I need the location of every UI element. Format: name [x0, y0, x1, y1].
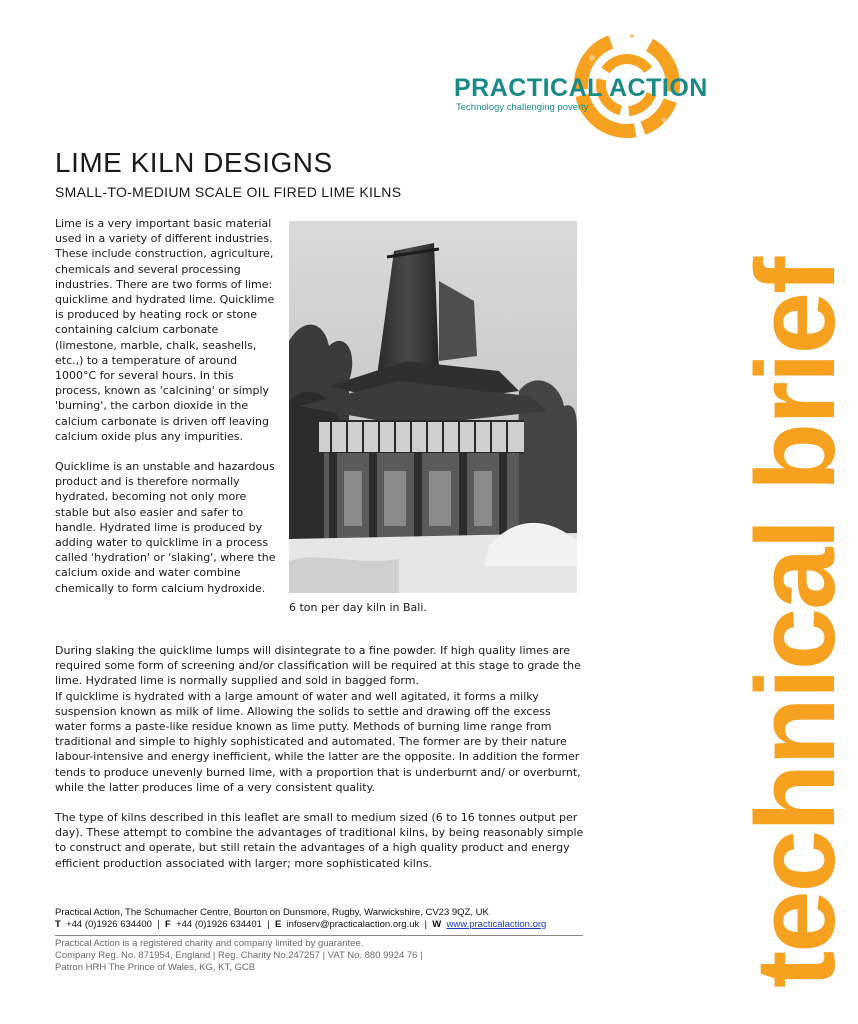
intro-paragraph: Quicklime is an unstable and hazardous product and is therefore normally hydrated, becoming not only more stable but also easier and safer to handle. Hydrated lime is produced by adding water to quicklime in a process called 'hydration' or 'slaking', where the calcium oxide and water combine chemically to form calcium hydroxide.: [55, 460, 276, 595]
practical-action-logo: [454, 30, 724, 140]
footer-phone: +44 (0)1926 634400: [66, 918, 152, 930]
separator: |: [157, 918, 160, 930]
body-paragraph: During slaking the quicklime lumps will disintegrate to a fine powder. If high quality limes are required some form of screening and/or classification will be required at this stage to grade the lime. Hydrated lime is normally supplied and sold in bagged form.: [55, 644, 581, 688]
intro-column: [55, 216, 277, 611]
fax-label: F: [164, 918, 171, 930]
side-title: technical brief: [733, 258, 858, 988]
page-subtitle: SMALL-TO-MEDIUM SCALE OIL FIRED LIME KILNS: [55, 184, 402, 200]
footer-patron: Patron HRH The Prince of Wales, KG, KT, GCB: [55, 961, 256, 973]
brand-tagline: Technology challenging poverty: [456, 102, 589, 113]
separator: |: [267, 918, 270, 930]
footer-divider: [55, 935, 583, 936]
footer: [55, 907, 595, 974]
footer-website-link[interactable]: www.practicalaction.org: [446, 918, 547, 930]
separator: |: [424, 918, 427, 930]
brand-name: PRACTICAL ACTION: [454, 74, 708, 102]
body-paragraph: The type of kilns described in this leaflet are small to medium sized (6 to 16 tonnes output per day). These attempt to combine the advantages of traditional kilns, by being reasonably simple to construct and operate, but still retain the advantages of a high quality product and energy efficient production associated with larger; more sophisticated kilns.: [55, 811, 584, 870]
footer-fax: +44 (0)1926 634401: [176, 918, 262, 930]
body-text: [55, 643, 585, 871]
phone-label: T: [55, 918, 61, 930]
web-label: W: [432, 918, 442, 930]
page-title: LIME KILN DESIGNS: [55, 147, 333, 178]
footer-email: infoserv@practicalaction.org.uk: [286, 918, 420, 930]
body-paragraph: If quicklime is hydrated with a large amount of water and well agitated, it forms a milky suspension known as milk of lime. Allowing the solids to settle and drawing off the excess water forms a paste-like residue known as lime putty. Methods of burning lime range from traditional and simple to highly sophisticated and automated. The former are by their nature labour-intensive and energy inefficient, while the latter are the opposite. In addition the former tends to produce unevenly burned lime, with a proportion that is underburnt and/ or overburnt, while the latter produces lime of a very consistent quality.: [55, 689, 581, 794]
footer-address: Practical Action, The Schumacher Centre, Bourton on Dunsmore, Rugby, Warwickshire, CV23 9QZ, UK: [55, 907, 489, 918]
footer-registration: Company Reg. No. 871954, England | Reg. Charity No.247257 | VAT No. 880 9924 76 |: [55, 950, 423, 962]
footer-charity: Practical Action is a registered charity and company limited by guarantee.: [55, 938, 364, 950]
photo-caption: 6 ton per day kiln in Bali.: [289, 601, 427, 614]
kiln-photo: [289, 221, 577, 593]
footer-contacts: [55, 919, 595, 931]
intro-paragraph: Lime is a very important basic material used in a variety of different industries. These include construction, agriculture, chemicals and several processing industries. There are two forms of lime: quicklime and hydrated lime. Quicklime is produced by heating rock or stone containing calcium carbonate (limestone, marble, chalk, seashells, etc.,) to a temperature of around 1000°C for several hours. In this process, known as 'calcining' or simply 'burning', the carbon dioxide in the calcium carbonate is driven off leaving calcium oxide plus any impurities.: [55, 217, 275, 443]
kiln-photo-image: [289, 221, 577, 593]
email-label: E: [274, 918, 282, 930]
